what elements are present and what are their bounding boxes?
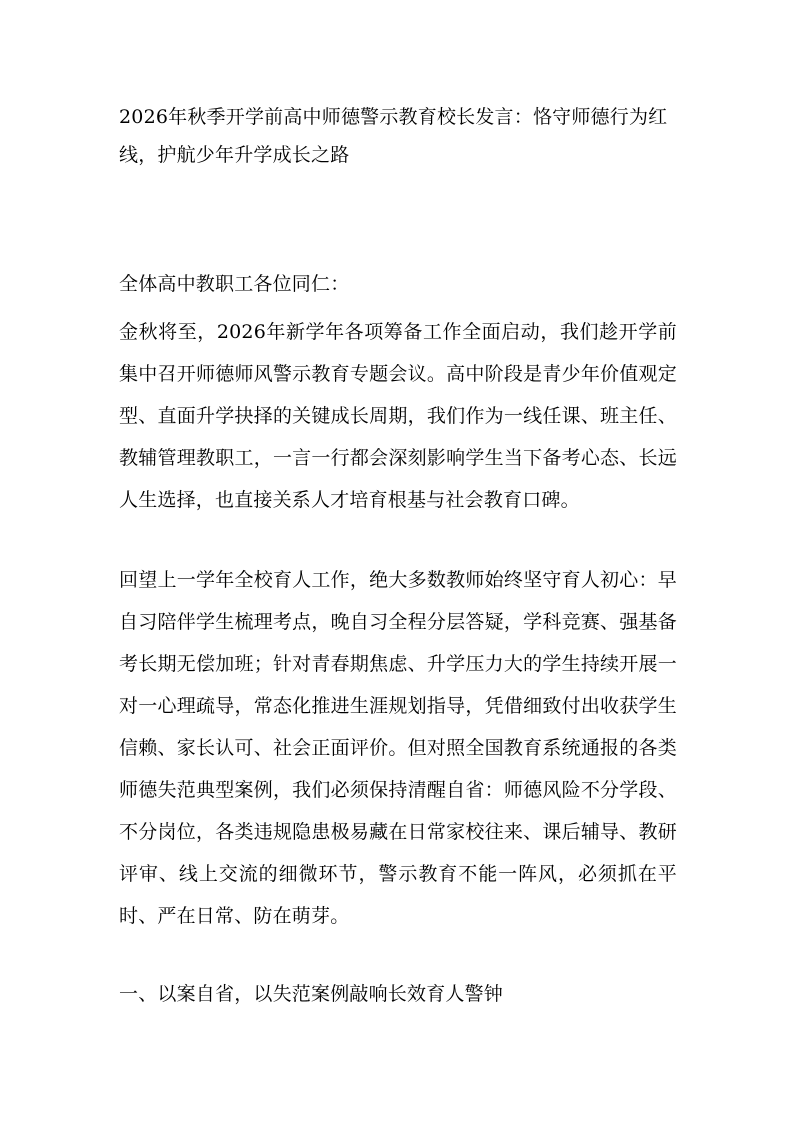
salutation: 全体高中教职工各位同仁： xyxy=(119,273,350,295)
paragraph-review: 回望上一学年全校育人工作，绝大多数教师始终坚守育人初心：早自习陪伴学生梳理考点，晚自习全程分层答疑，学科竞赛、强基备考长期无偿加班；针对青春期焦虑、升学压力大的学生持续开展一对一心理疏导，常态化推进生涯规划指导，凭借细致付出收获学生信赖、家长认可、社会正面评价。但对照全国教育系统通报的各类师德失范典型案例，我们必须保持清醒自省：师德风险不分学段、不分岗位，各类违规隐患极易藏在日常家校往来、课后辅导、教研评审、线上交流的细微环节，警示教育不能一阵风，必须抓在平时、严在日常、防在萌芽。 xyxy=(119,569,677,927)
document-title: 2026年秋季开学前高中师德警示教育校长发言：恪守师德行为红线，护航少年升学成长之路 xyxy=(119,106,668,166)
section-heading: 一、以案自省，以失范案例敲响长效育人警钟 xyxy=(119,983,504,1005)
paragraph-opening: 金秋将至，2026年新学年各项筹备工作全面启动，我们趁开学前集中召开师德师风警示教育专题会议。高中阶段是青少年价值观定型、直面升学抉择的关键成长周期，我们作为一线任课、班主任、教辅管理教职工，一言一行都会深刻影响学生当下备考心态、长远人生选择，也直接关系人才培育根基与社会教育口碑。 xyxy=(119,321,677,511)
